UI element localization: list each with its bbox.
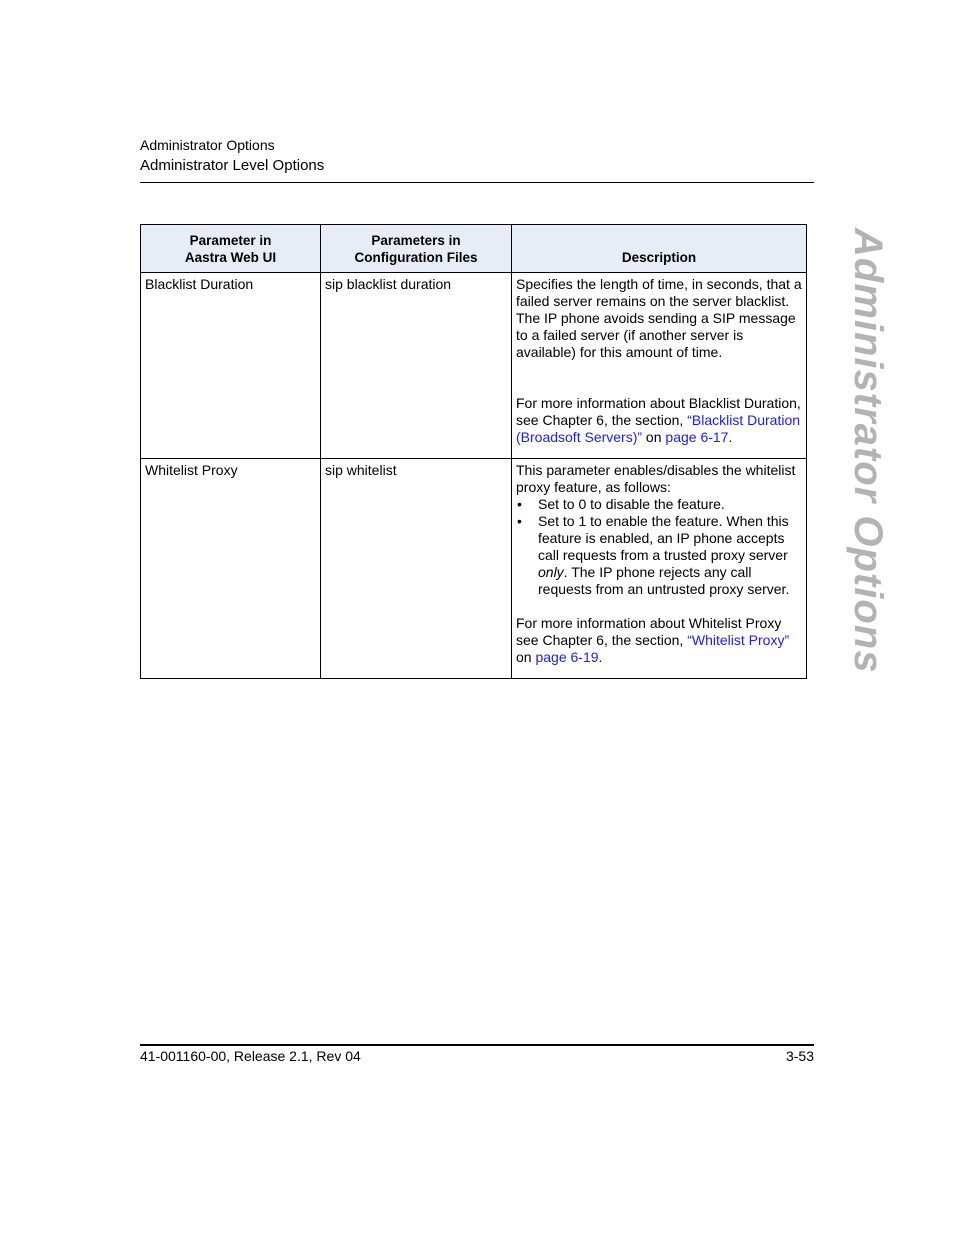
- options-list: [516, 496, 802, 598]
- parameters-table: [140, 224, 807, 679]
- footer-divider: [140, 1044, 814, 1046]
- table-row: [141, 459, 807, 679]
- blacklist-duration-link-cont[interactable]: (Broadsoft Servers)”: [516, 429, 643, 445]
- header-divider: [140, 182, 814, 183]
- cell-web-ui-param: Blacklist Duration: [141, 273, 321, 459]
- cell-web-ui-param: Whitelist Proxy: [141, 459, 321, 679]
- column-header-description: Description: [512, 225, 807, 273]
- section-title: Administrator Level Options: [140, 157, 325, 174]
- column-header-web-ui: Parameter in Aastra Web UI: [141, 225, 321, 273]
- cell-description: Specifies the length of time, in seconds, that a failed server remains on the server blacklist. The IP phone avoids sending a SIP message to a failed server (if another server is available) for this amount of time. For more information about Blacklist Duration, see Chapter 6, the section, “Blacklist Duration (Broadsoft Servers)” on page 6-17.: [512, 273, 807, 459]
- table-header-row: [141, 225, 807, 273]
- table-row: [141, 273, 807, 459]
- blacklist-duration-link[interactable]: “Blacklist Duration: [687, 412, 801, 428]
- list-item: • Set to 0 to disable the feature.: [516, 496, 802, 513]
- page-6-19-link[interactable]: page 6-19: [535, 649, 599, 665]
- cell-description: This parameter enables/disables the whitelist proxy feature, as follows: • Set to 0 to disable the feature. • Set to 1 to enable the feature. When this feature is enabled, an IP phone accepts call requests from a trusted proxy server only. The IP phone rejects any call requests from an untrusted proxy server. For more information about Whitelist Proxy see Chapter 6, the section, “Whitelist Proxy” on page 6-19.: [512, 459, 807, 679]
- chapter-side-tab: [840, 228, 896, 674]
- page-number: 3-53: [785, 1048, 814, 1064]
- column-header-config-files: Parameters in Configuration Files: [321, 225, 512, 273]
- document-id: 41-001160-00, Release 2.1, Rev 04: [140, 1048, 361, 1064]
- cell-config-param: sip blacklist duration: [321, 273, 512, 459]
- chapter-title: Administrator Options: [140, 137, 275, 153]
- whitelist-proxy-link[interactable]: “Whitelist Proxy”: [687, 632, 790, 648]
- cell-config-param: sip whitelist: [321, 459, 512, 679]
- page-6-17-link[interactable]: page 6-17: [665, 429, 729, 445]
- list-item: • Set to 1 to enable the feature. When this feature is enabled, an IP phone accepts call requests from a trusted proxy server only. The IP phone rejects any call requests from an untrusted proxy server.: [516, 513, 802, 598]
- side-tab-label: Administrator Options: [846, 228, 890, 674]
